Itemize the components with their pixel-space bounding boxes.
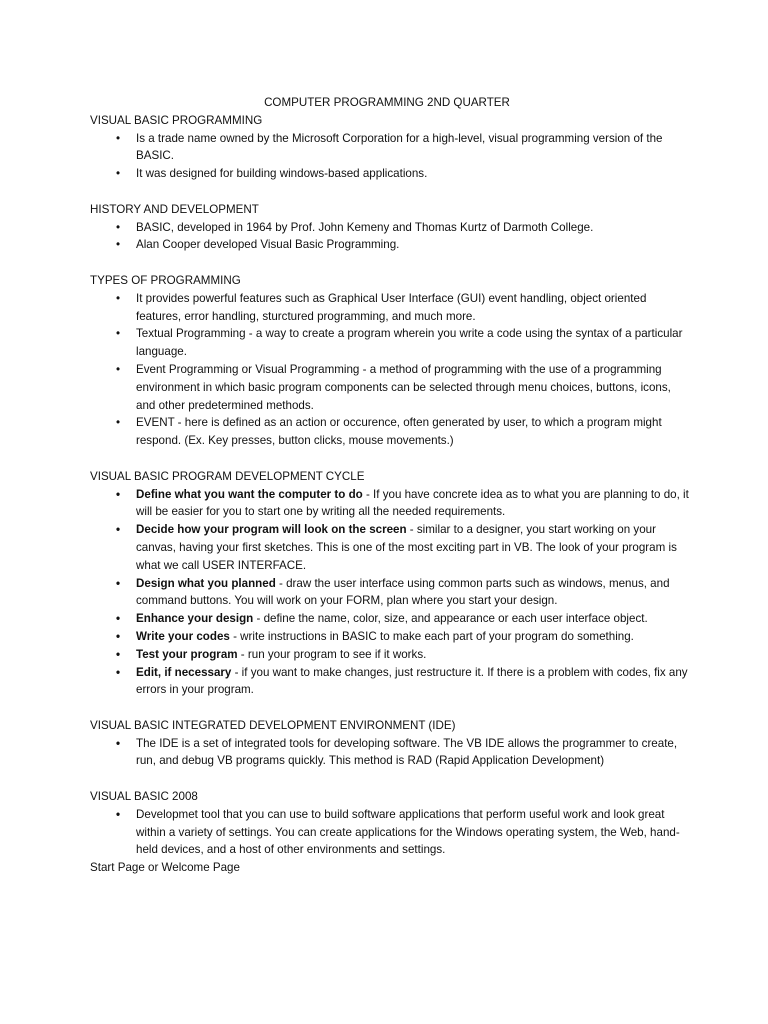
list-item xyxy=(90,521,690,574)
vb2008-list xyxy=(90,806,690,859)
term-label: Event Programming or Visual Programming xyxy=(136,362,360,376)
term-description: - run your program to see if it works. xyxy=(237,647,427,661)
term-label: Enhance your design xyxy=(136,612,254,626)
types-list xyxy=(90,290,690,450)
term-description: - draw the user interface using common parts such as windows, menus, and command buttons. You will work on your FORM, plan where you start your design. xyxy=(136,576,670,608)
term-label: Textual Programming xyxy=(136,327,246,341)
term-description: - here is defined as an action or occurence, often generated by user, to which a program might respond. (Ex. Key presses, button clicks, mouse movements.) xyxy=(136,416,662,448)
list-item: • Is a trade name owned by the Microsoft Corporation for a high-level, visual programming version of the BASIC. xyxy=(90,130,690,166)
term-label: Edit, if necessary xyxy=(136,665,232,679)
list-item: • The IDE is a set of integrated tools for developing software. The VB IDE allows the programmer to create, run, and debug VB programs quickly. This method is RAD (Rapid Application Development) xyxy=(90,735,690,771)
term-description: - similar to a designer, you start working on your canvas, having your first sketches. This is one of the most exciting part in VB. The look of your program is what we call USER INTERFACE. xyxy=(136,523,677,572)
list-item: • Developmet tool that you can use to build software applications that perform useful work and look great within a variety of settings. You can create applications for the Windows operating system, the Web, hand-held devices, and a host of other environments and settings. xyxy=(90,806,690,859)
term-label: Write your codes xyxy=(136,629,230,643)
list-item: • It was designed for building windows-based applications. xyxy=(90,165,690,183)
term-label: Test your program xyxy=(136,647,238,661)
term-label: EVENT xyxy=(136,416,175,430)
document-content xyxy=(90,94,690,877)
section-heading-types: TYPES OF PROGRAMMING xyxy=(90,273,241,287)
term-label: Decide how your program will look on the screen xyxy=(136,523,407,537)
list-item xyxy=(90,325,690,361)
section-heading-cycle: VISUAL BASIC PROGRAM DEVELOPMENT CYCLE xyxy=(90,469,365,483)
term-description: - a method of programming with the use of a programming environment in which basic program components can be selected through menu choices, buttons, icons, and other predetermined methods. xyxy=(136,362,671,412)
list-item xyxy=(90,664,690,700)
list-item: • BASIC, developed in 1964 by Prof. John Kemeny and Thomas Kurtz of Darmoth College. xyxy=(90,219,690,237)
section-heading-ide: VISUAL BASIC INTEGRATED DEVELOPMENT ENVIRONMENT (IDE) xyxy=(90,718,456,732)
list-item xyxy=(90,361,690,414)
section-heading-vb2008: VISUAL BASIC 2008 xyxy=(90,790,198,804)
list-item xyxy=(90,646,690,664)
vb-programming-list xyxy=(90,130,690,183)
term-description: - if you want to make changes, just restructure it. If there is a problem with codes, fix any errors in your program. xyxy=(136,665,688,697)
page-title: COMPUTER PROGRAMMING 2ND QUARTER xyxy=(264,96,510,109)
section-heading-history: HISTORY AND DEVELOPMENT xyxy=(90,202,259,216)
list-item: • It provides powerful features such as Graphical User Interface (GUI) event handling, object oriented features, error handling, sturctured programming, and much more. xyxy=(90,290,690,326)
list-item xyxy=(90,414,690,450)
list-item xyxy=(90,610,690,628)
cycle-list xyxy=(90,486,690,700)
term-description: - write instructions in BASIC to make each part of your program do something. xyxy=(229,629,634,643)
list-item: • Alan Cooper developed Visual Basic Programming. xyxy=(90,236,690,254)
list-item xyxy=(90,486,690,522)
term-label: Define what you want the computer to do xyxy=(136,487,363,501)
start-page-heading: Start Page or Welcome Page xyxy=(90,861,240,875)
term-description: - a way to create a program wherein you write a code using the syntax of a particular language. xyxy=(136,327,683,359)
ide-list xyxy=(90,735,690,771)
term-description: - define the name, color, size, and appearance or each user interface object. xyxy=(253,612,648,626)
term-description: - If you have concrete idea as to what you are planning to do, it will be easier for you to start one by writing all the needed requirements. xyxy=(136,487,689,519)
list-item xyxy=(90,628,690,646)
section-heading-vb-programming: VISUAL BASIC PROGRAMMING xyxy=(90,113,263,127)
term-label: Design what you planned xyxy=(136,576,276,590)
history-list xyxy=(90,219,690,255)
list-item xyxy=(90,575,690,611)
